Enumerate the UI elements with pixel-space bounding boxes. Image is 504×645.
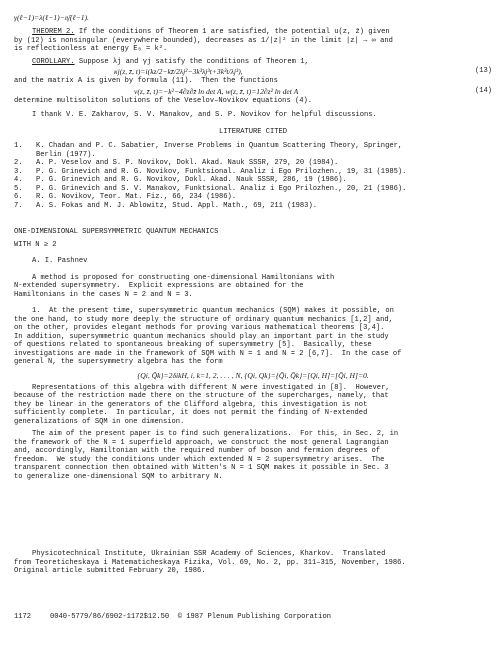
page-number: 1172 — [14, 613, 32, 621]
reference-item: 7. A. S. Fokas and M. J. Ablowitz, Stud. Appl. Math., 69, 211 (1983). — [14, 201, 317, 210]
footnote-line: Physicotechnical Institute, Ukrainian SSR Academy of Sciences, Kharkov. Translated — [32, 550, 386, 558]
page-footer — [14, 613, 492, 622]
footnote-line: from Teoreticheskaya i Matematicheskaya Fizika, Vol. 69, No. 2, pp. 311–315, November, 1986. — [14, 558, 406, 567]
corollary-line: determine multisoliton solutions of the Veselov–Novikov equations (4). — [14, 96, 312, 105]
corollary-label: COROLLARY. — [32, 57, 75, 66]
footnote-line: Original article submitted February 20, 1986. — [14, 567, 206, 575]
paragraph-line: of questions related to spontaneous breaking of supersymmetry [5]. Basically, these — [14, 341, 372, 350]
paragraph-aim — [14, 430, 492, 481]
paragraph-line: transparent connection then obtained with Witten's N = 1 SQM makes it possible in Sec. 3 — [14, 464, 389, 473]
paragraph-line: to generalize one-dimensional SQM to arbitrary N. — [14, 472, 223, 481]
literature-heading: LITERATURE CITED — [218, 127, 288, 136]
paragraph-line: sufficiently complete. In particular, it does not permit the finding of N-extended — [14, 409, 368, 418]
paragraph-representations — [14, 384, 492, 427]
paragraph-line: and, accordingly, Hamiltonian with the required number of boson and fermion degrees of — [14, 447, 381, 456]
paragraph-introduction — [14, 307, 492, 367]
article-author: A. I. Pashnev — [32, 257, 88, 266]
reference-item: 3. P. G. Grinevich and R. G. Novikov, Funktsional. Analiz i Ego Prilozhen., 19, 31 (1985). — [14, 167, 407, 176]
article-title: ONE-DIMENSIONAL SUPERSYMMETRIC QUANTUM MECHANICS — [14, 228, 219, 237]
paragraph-line: Representations of this algebra with different N were investigated in [8]. However, — [32, 383, 390, 392]
paragraph-line: because of the restriction made there on the structure of the supercharges, namely, that — [14, 392, 389, 401]
abstract-line: Hamiltonians in the cases N = 2 and N = 3. — [14, 290, 193, 299]
equation-14 — [14, 86, 492, 97]
paragraph-line: In addition, supersymmetric quantum mechanics should play an important part in the study — [14, 332, 389, 341]
publisher-line: 0040-5779/86/6902-1172$12.50 © 1987 Plenum Publishing Corporation — [50, 613, 331, 621]
corollary — [14, 58, 492, 106]
paragraph-line: they be linear in the generators of the Clifford algebra, this investigation is not — [14, 400, 368, 409]
equation-13-number: (13) — [474, 67, 492, 76]
reference-item: 2. A. P. Veselov and S. P. Novikov, Dokl. Akad. Nauk SSSR, 279, 20 (1984). — [14, 159, 339, 168]
page — [14, 0, 492, 621]
carryover-formula: γ(ℓ−1)=λ(ℓ−1)−ιγ̄(ℓ−1). — [14, 13, 89, 22]
reference-item: 4. P. G. Grinevich and R. G. Novikov, Dokl. Akad. Nauk SSSR, 286, 19 (1986). — [14, 176, 347, 185]
algebra-equation: {Qi, Q̄k}=2δikH, i, k=1, 2, . . . , N, {Qi, Qk}={Q̄i, Q̄k}=[Qi, H]=[Q̄i, H]=0. — [137, 370, 369, 380]
abstract-line: A method is proposed for constructing one-dimensional Hamiltonians with — [32, 273, 335, 282]
reference-item: 5. P. G. Grinevich and S. V. Manakov, Funktsional. Analiz i Ego Prilozhen., 20, 21 (1986). — [14, 184, 407, 193]
theorem-line: If the conditions of Theorem 1 are satisfied, the potential u(z, z̄) given — [74, 28, 390, 37]
article-title: WITH N ≥ 2 — [14, 240, 57, 249]
paragraph-line: investigations are made in the framework of SQM with N = 1 and N = 2 [6,7]. In the case of — [14, 349, 402, 358]
paragraph-line: The aim of the present paper is to find such generalizations. For this, in Sec. 2, in — [32, 430, 399, 439]
equation-13 — [14, 66, 492, 77]
equation-14-formula: v(z, z̄, t)=−k²−4∂z∂z̄ ln det A, w(z, z̄, t)=12∂z² ln det A — [134, 86, 299, 96]
paragraph-line: the framework of the N = 1 superfield approach, we construct the most general Lagrangian — [14, 438, 389, 447]
abstract-line: N-extended supersymmetry. Explicit expressions are obtained for the — [14, 282, 304, 291]
theorem-line: is reflectionless at energy E₀ = k². — [14, 45, 168, 54]
paragraph-line: freedom. We study the conditions under which extended N = 2 supersymmetry arises. The — [14, 455, 385, 464]
paragraph-line: 1. At the present time, supersymmetric quantum mechanics (SQM) makes it possible, on — [32, 307, 394, 316]
affiliation-footnote — [14, 550, 492, 576]
paragraph-line: the one hand, to study more deeply the structure of ordinary quantum mechanics [1,2] and, — [14, 315, 393, 324]
paragraph-line: on the other, provides elegant methods for proving various mathematical theorems [3,4]. — [14, 324, 385, 333]
paragraph-line: generalizations of SQM in one dimension. — [14, 417, 185, 426]
equation-14-number: (14) — [474, 86, 492, 95]
theorem-line: by (12) is nonsingular (everywhere bounded), decreases as 1/|z|² in the limit |z| → ∞ and — [14, 36, 393, 45]
abstract — [14, 274, 492, 300]
paragraph-line: general N, the supersymmetry algebra has the form — [14, 358, 223, 367]
acknowledgment: I thank V. E. Zakharov, S. V. Manakov, and S. P. Novikov for helpful discussions. — [32, 111, 377, 120]
reference-item: 6. R. G. Novikov, Teor. Mat. Fiz., 66, 234 (1986). — [14, 193, 237, 202]
corollary-line: Suppose λj and γj satisfy the conditions of Theorem 1, — [74, 57, 309, 66]
equation-13-formula: κj(z, z̄, t)=i(kz/2−kz̄/2λj²−3k³λj³t+3k³t/λj³), — [114, 67, 243, 77]
reference-list — [14, 142, 492, 210]
corollary-line: and the matrix A is given by formula (11). Then the functions — [14, 77, 278, 86]
theorem-2 — [14, 28, 492, 54]
theorem-label: THEOREM 2. — [32, 28, 75, 37]
reference-item: 1. K. Chadan and P. C. Sabatier, Inverse Problems in Quantum Scattering Theory, Springer, Berlin (1977). — [14, 142, 403, 159]
